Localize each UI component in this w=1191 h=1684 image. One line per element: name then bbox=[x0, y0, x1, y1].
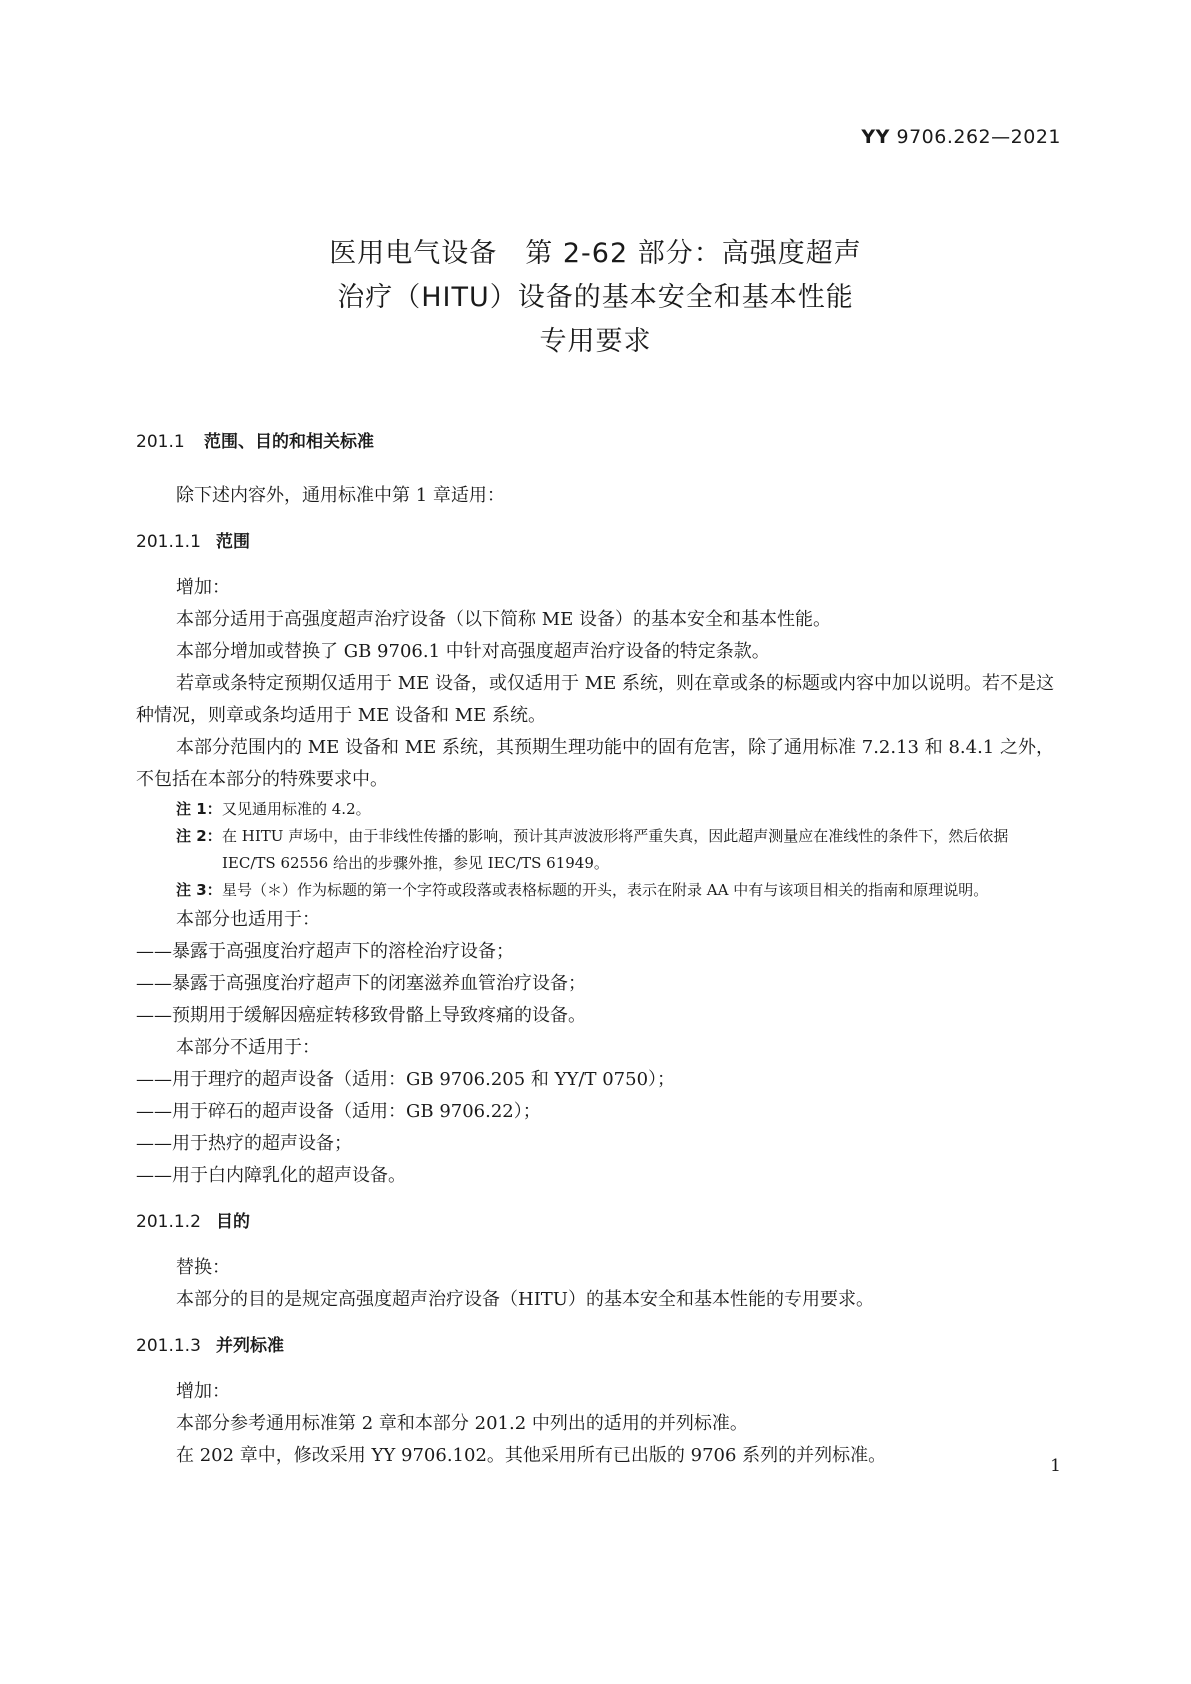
note-text: 又见通用标准的 4.2。 bbox=[222, 800, 371, 818]
note-text: 在 HITU 声场中，由于非线性传播的影响，预计其声波波形将严重失真，因此超声测量应在准线性的条件下，然后依据 IEC/TS 62556 给出的步骤外推，参见 IEC/TS 61949。 bbox=[222, 827, 1009, 872]
title-line-2: 治疗（HITU）设备的基本安全和基本性能 bbox=[337, 282, 854, 313]
list-item: ——用于理疗的超声设备（适用：GB 9706.205 和 YY/T 0750）； bbox=[136, 1069, 676, 1090]
paragraph: 本部分增加或替换了 GB 9706.1 中针对高强度超声治疗设备的特定条款。 bbox=[176, 641, 770, 662]
note-2 bbox=[176, 823, 1057, 877]
section-title: 范围 bbox=[216, 532, 250, 552]
section-heading-201-1-1 bbox=[136, 526, 1057, 558]
page-number: 1 bbox=[1050, 1456, 1061, 1476]
standard-number bbox=[861, 126, 1061, 148]
paragraph: 本部分的目的是规定高强度超声治疗设备（HITU）的基本安全和基本性能的专用要求。 bbox=[176, 1289, 874, 1310]
standard-code: 9706.262—2021 bbox=[896, 126, 1061, 148]
title-line-3: 专用要求 bbox=[539, 326, 652, 357]
section-title: 并列标准 bbox=[216, 1336, 284, 1356]
section-title: 范围、目的和相关标准 bbox=[204, 432, 374, 452]
list-item: ——用于热疗的超声设备； bbox=[136, 1133, 352, 1154]
paragraph: 本部分适用于高强度超声治疗设备（以下简称 ME 设备）的基本安全和基本性能。 bbox=[176, 609, 832, 630]
title-line-1: 医用电气设备 第 2-62 部分：高强度超声 bbox=[329, 238, 862, 269]
paragraph: 替换： bbox=[176, 1257, 230, 1278]
paragraph: 增加： bbox=[176, 577, 230, 598]
note-text: 星号（＊）作为标题的第一个字符或段落或表格标题的开头，表示在附录 AA 中有与该项目相关的指南和原理说明。 bbox=[222, 881, 989, 899]
note-label: 注 1： bbox=[176, 800, 222, 818]
document-title bbox=[0, 232, 1191, 364]
paragraph: 增加： bbox=[176, 1381, 230, 1402]
note-3 bbox=[176, 877, 1057, 904]
list-item: ——用于白内障乳化的超声设备。 bbox=[136, 1165, 406, 1186]
paragraph: 除下述内容外，通用标准中第 1 章适用： bbox=[176, 485, 505, 506]
section-heading-201-1-2 bbox=[136, 1206, 1057, 1238]
section-number: 201.1 bbox=[136, 432, 185, 452]
list-item: ——暴露于高强度治疗超声下的溶栓治疗设备； bbox=[136, 941, 514, 962]
note-label: 注 3： bbox=[176, 881, 222, 899]
section-title: 目的 bbox=[216, 1212, 250, 1232]
paragraph: 本部分不适用于： bbox=[176, 1037, 320, 1058]
paragraph: 本部分参考通用标准第 2 章和本部分 201.2 中列出的适用的并列标准。 bbox=[176, 1413, 748, 1434]
list-item: ——用于碎石的超声设备（适用：GB 9706.22）； bbox=[136, 1101, 541, 1122]
paragraph: 本部分范围内的 ME 设备和 ME 系统，其预期生理功能中的固有危害，除了通用标准 7.2.13 和 8.4.1 之外，不包括在本部分的特殊要求中。 bbox=[136, 737, 1054, 790]
note-1 bbox=[176, 796, 1057, 823]
standard-prefix: YY bbox=[861, 126, 890, 148]
paragraph: 本部分也适用于： bbox=[176, 909, 320, 930]
paragraph: 若章或条特定预期仅适用于 ME 设备，或仅适用于 ME 系统，则在章或条的标题或内容中加以说明。若不是这种情况，则章或条均适用于 ME 设备和 ME 系统。 bbox=[136, 673, 1055, 726]
note-label: 注 2： bbox=[176, 827, 222, 845]
list-item: ——预期用于缓解因癌症转移致骨骼上导致疼痛的设备。 bbox=[136, 1005, 586, 1026]
section-number: 201.1.1 bbox=[136, 532, 201, 552]
section-number: 201.1.2 bbox=[136, 1212, 201, 1232]
section-number: 201.1.3 bbox=[136, 1336, 201, 1356]
list-item: ——暴露于高强度治疗超声下的闭塞滋养血管治疗设备； bbox=[136, 973, 586, 994]
section-heading-201-1 bbox=[136, 426, 1057, 458]
paragraph: 在 202 章中，修改采用 YY 9706.102。其他采用所有已出版的 9706 系列的并列标准。 bbox=[176, 1445, 887, 1466]
document-body bbox=[136, 426, 1057, 1472]
section-heading-201-1-3 bbox=[136, 1330, 1057, 1362]
